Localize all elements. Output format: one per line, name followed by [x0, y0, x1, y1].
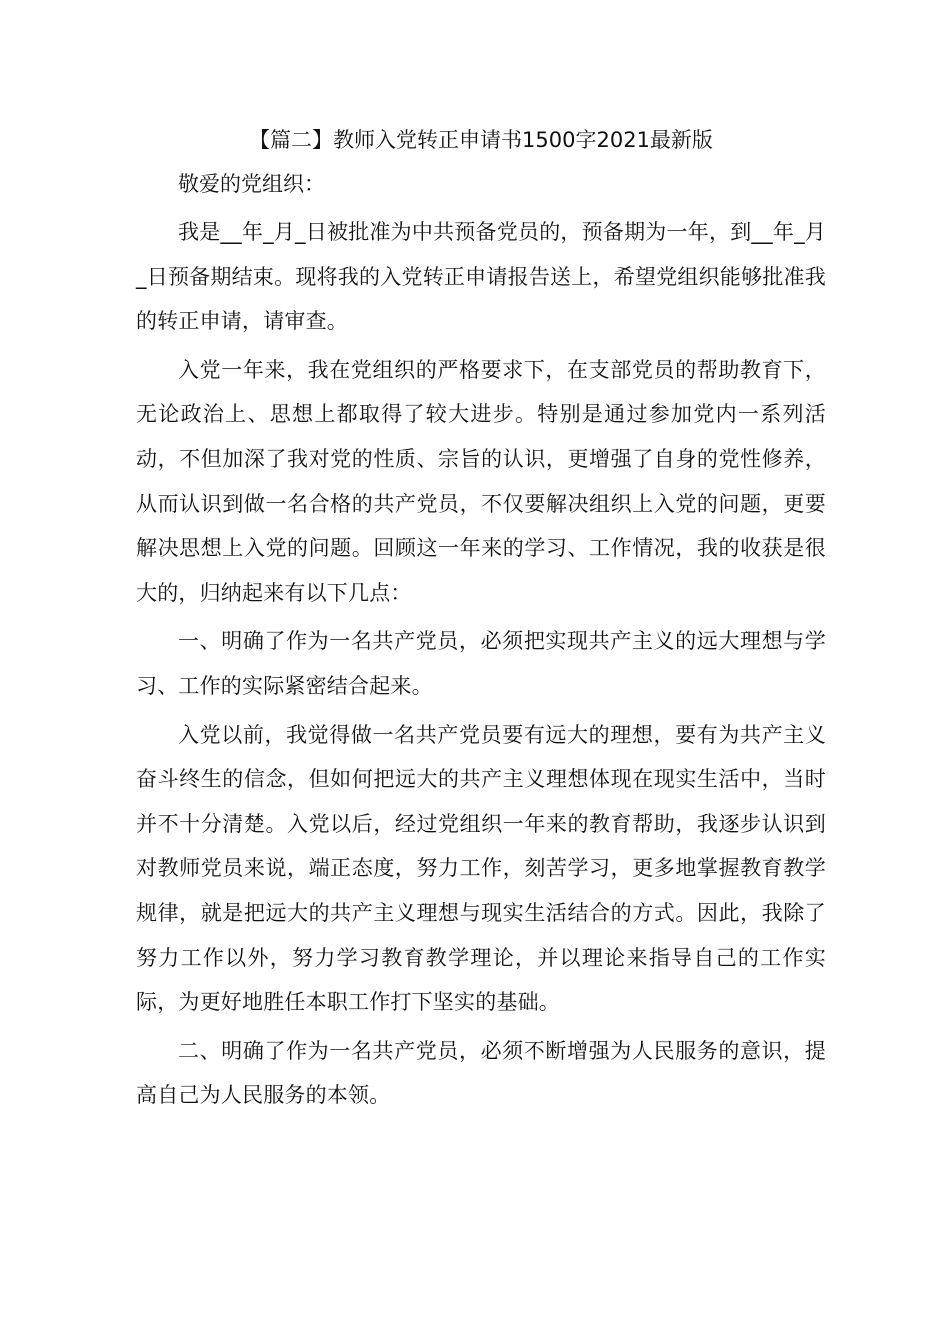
paragraph-4: 入党以前，我觉得做一名共产党员要有远大的理想，要有为共产主义奋斗终生的信念，但如何把远大的共产主义理想体现在现实生活中，当时并不十分清楚。入党以后，经过党组织一年来的教育帮助，我逐步认识到对教师党员来说，端正态度，努力工作，刻苦学习，更多地掌握教育教学规律，就是把远大的共产主义理想与现实生活结合的方式。因此，我除了努力工作以外，努力学习教育教学理论，并以理论来指导自己的工作实际，为更好地胜任本职工作打下坚实的基础。: [136, 722, 826, 1015]
document-page: [136, 118, 826, 1118]
paragraph-1: 我是__年_月_日被批准为中共预备党员的，预备期为一年，到__年_月_日预备期结束。现将我的入党转正申请报告送上，希望党组织能够批准我的转正申请，请审查。: [136, 220, 826, 334]
paragraph-2: 入党一年来，我在党组织的严格要求下，在支部党员的帮助教育下，无论政治上、思想上都取得了较大进步。特别是通过参加党内一系列活动，不但加深了我对党的性质、宗旨的认识，更增强了自身的党性修养，从而认识到做一名合格的共产党员，不仅要解决组织上入党的问题，更要解决思想上入党的问题。回顾这一年来的学习、工作情况，我的收获是很大的，归纳起来有以下几点：: [136, 357, 826, 605]
paragraph-5: 二、明确了作为一名共产党员，必须不断增强为人民服务的意识，提高自己为人民服务的本领。: [136, 1038, 826, 1108]
document-title: 【篇二】教师入党转正申请书1500字2021最新版: [249, 128, 713, 152]
salutation: 敬爱的党组织：: [178, 172, 325, 196]
paragraph-3: 一、明确了作为一名共产党员，必须把实现共产主义的远大理想与学习、工作的实际紧密结合起来。: [136, 629, 826, 698]
